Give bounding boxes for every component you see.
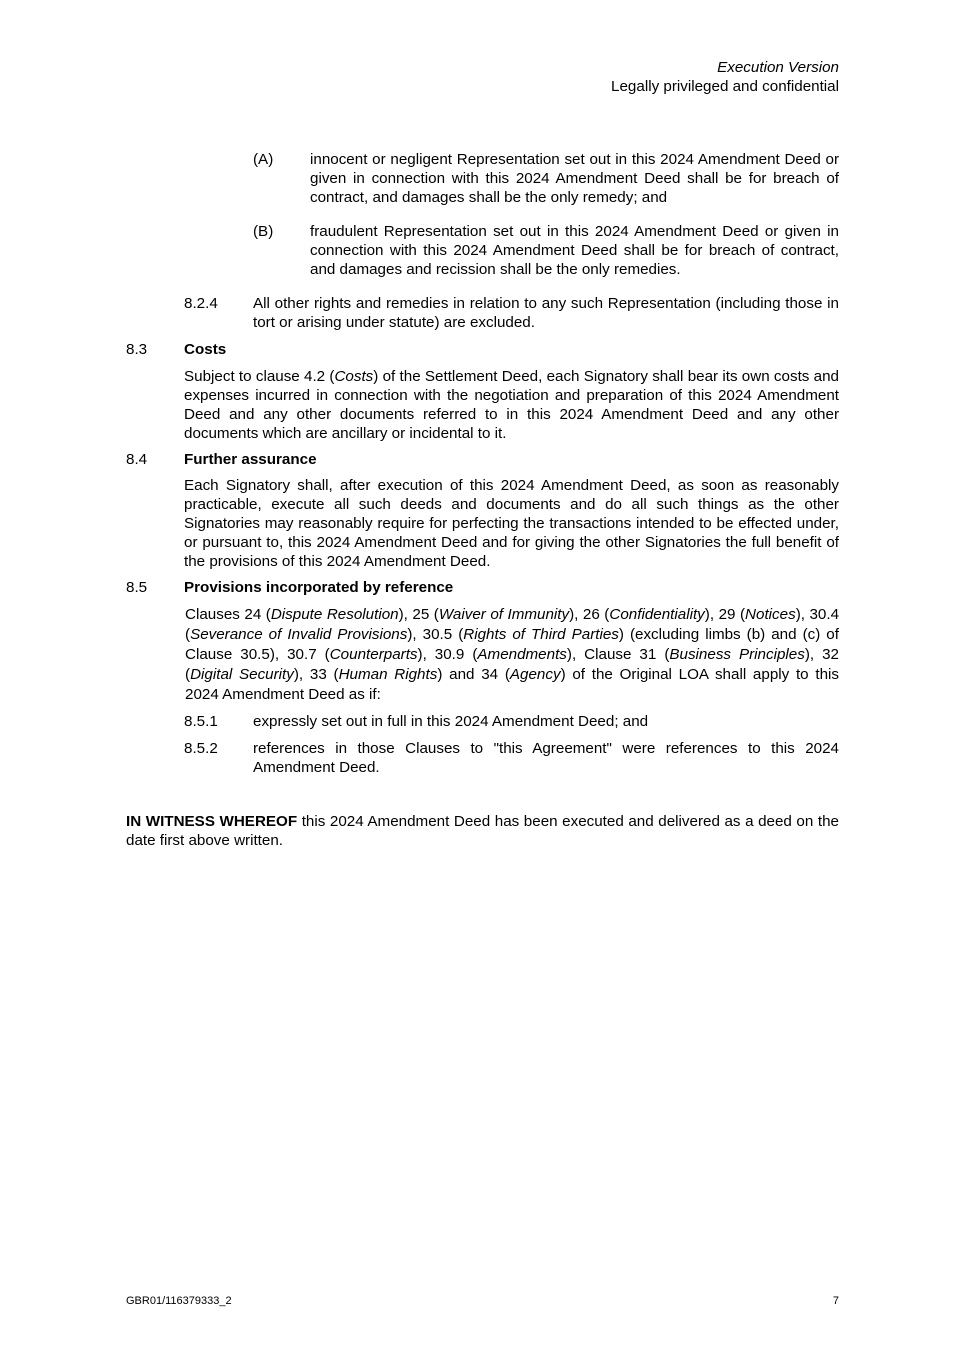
section-8-4-title: Further assurance (184, 451, 317, 468)
section-8-4-number: 8.4 (126, 451, 148, 468)
privilege-notice: Legally privileged and confidential (611, 78, 839, 95)
section-8-3-number: 8.3 (126, 341, 148, 358)
section-8-5-number: 8.5 (126, 579, 148, 596)
item-a-label: (A) (253, 151, 274, 168)
execution-version: Execution Version (717, 59, 839, 76)
clause-8-2-4-text: All other rights and remedies in relation to any such Representation (including those in tort or arising under statute) are excluded. (253, 295, 839, 331)
clause-8-5-1-number: 8.5.1 (184, 713, 218, 730)
page-header (611, 58, 839, 96)
page-number: 7 (832, 1295, 839, 1307)
witness-clause: IN WITNESS WHEREOF this 2024 Amendment Deed has been executed and delivered as a deed on the date first above written. (126, 813, 840, 849)
section-8-4-body: Each Signatory shall, after execution of this 2024 Amendment Deed, as soon as reasonably practicable, execute all such deeds and documents and do all such things as the other Signatories may reasonably require for perfecting the transactions intended to be effected under, or pursuant to, this 2024 Amendment Deed and for giving the other Signatories the full benefit of the provisions of this 2024 Amendment Deed. (184, 477, 839, 570)
item-b-text: fraudulent Representation set out in this 2024 Amendment Deed or given in connection with this 2024 Amendment Deed shall be for breach of contract, and damages and recission shall be the only remedies. (310, 223, 839, 278)
item-b-label: (B) (253, 223, 274, 240)
section-8-3-title: Costs (184, 341, 227, 358)
item-a-text: innocent or negligent Representation set out in this 2024 Amendment Deed or given in connection with this 2024 Amendment Deed shall be for breach of contract, and damages shall be the only remedy; and (310, 151, 839, 206)
clause-8-5-2-number: 8.5.2 (184, 740, 218, 757)
section-8-3-body: Subject to clause 4.2 (Costs) of the Settlement Deed, each Signatory shall bear its own costs and expenses incurred in connection with the negotiation and preparation of this 2024 Amendment Deed and any other documents referred to in this 2024 Amendment Deed and any other documents which are ancillary or incidental to it. (184, 368, 839, 442)
clause-8-2-4-number: 8.2.4 (184, 295, 218, 312)
section-8-5-title: Provisions incorporated by reference (184, 579, 454, 596)
section-8-5-body: Clauses 24 (Dispute Resolution), 25 (Waiver of Immunity), 26 (Confidentiality), 29 (Notices), 30.4 (Severance of Invalid Provisions), 30.5 (Rights of Third Parties) (excluding limbs (b) and (c) of Clause 30.5), 30.7 (Counterparts), 30.9 (Amendments), Clause 31 (Business Principles), 32 (Digital Security), 33 (Human Rights) and 34 (Agency) of the Original LOA shall apply to this 2024 Amendment Deed as if: (185, 606, 840, 703)
clause-8-5-2-text: references in those Clauses to "this Agreement" were references to this 2024 Amendment Deed. (253, 740, 839, 776)
document-reference: GBR01/116379333_2 (126, 1295, 232, 1307)
clause-8-5-1-text: expressly set out in full in this 2024 Amendment Deed; and (253, 713, 649, 730)
